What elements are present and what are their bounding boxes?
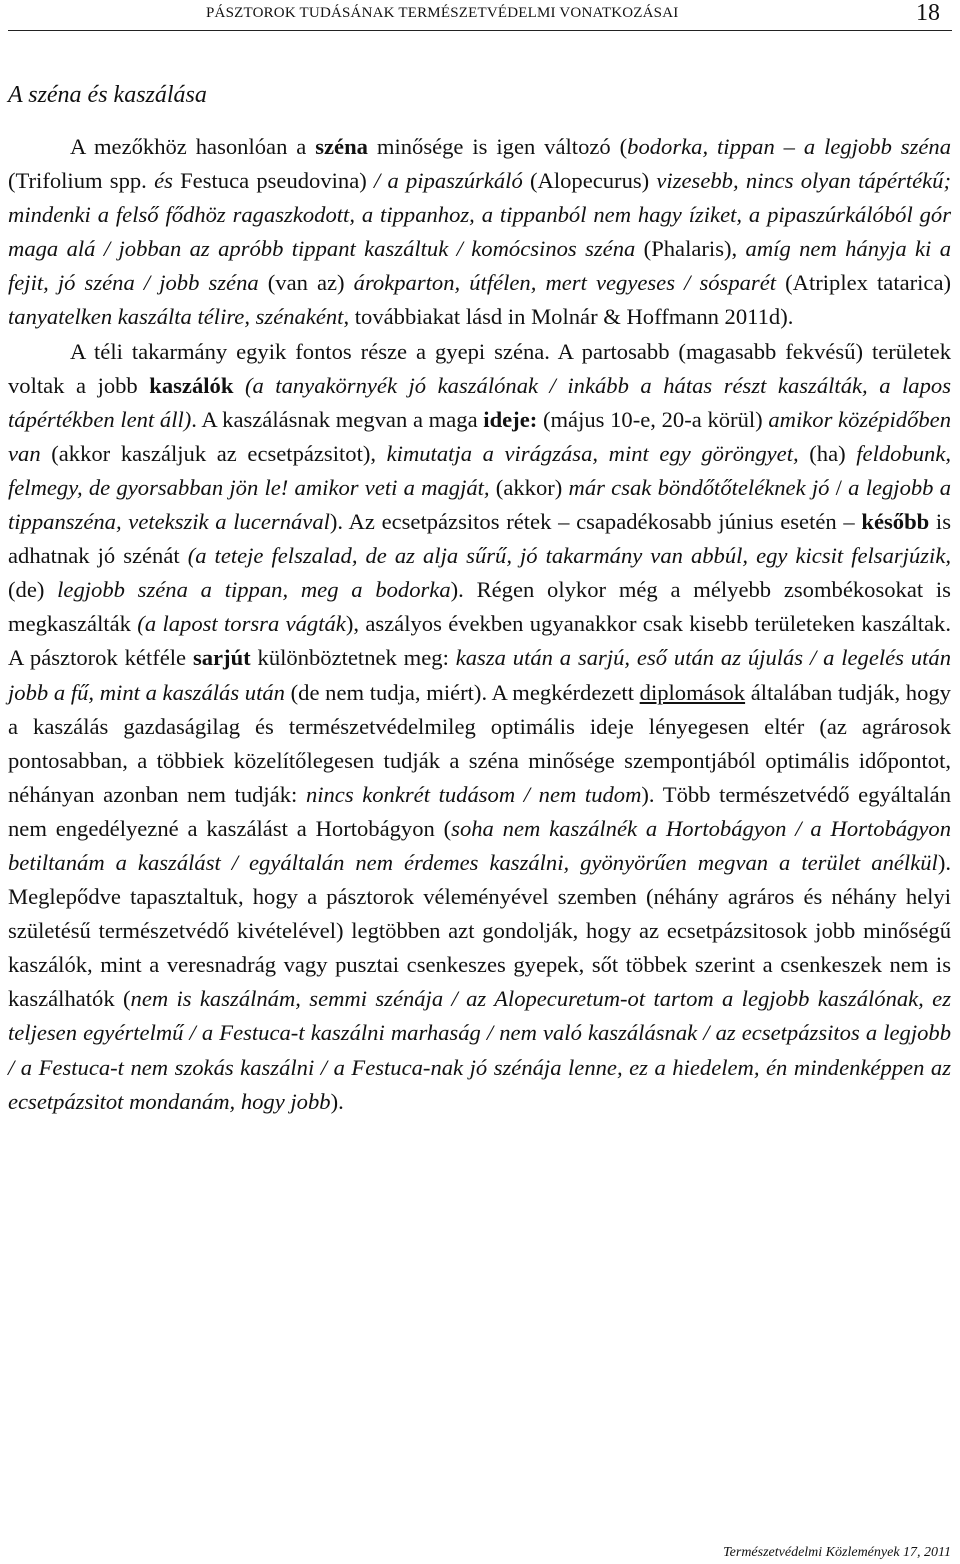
- text-run: és: [154, 168, 173, 194]
- text-run: amíg nem hányja ki a fejit, jó széna / jobb széna: [8, 236, 951, 296]
- text-run: / a pipaszúrkáló: [374, 168, 523, 194]
- text-run: A téli takarmány egyik fontos része a gyepi széna. A partosabb (magasabb fekvésű) területek voltak a jobb: [8, 338, 951, 398]
- running-title: PÁSZTOROK TUDÁSÁNAK TERMÉSZETVÉDELMI VONATKOZÁSAI: [206, 5, 679, 21]
- text-run: nincs konkrét tudásom / nem tudom: [305, 781, 642, 807]
- text-run: sarjút: [192, 645, 251, 671]
- text-run: (akkor): [489, 474, 569, 500]
- text-run: ideje:: [483, 406, 538, 432]
- text-run: A mezőkhöz hasonlóan a: [70, 134, 316, 159]
- text-run: ). Meglepődve tapasztaltuk, hogy a pásztorok véleményével szemben (néhány agráros és néhány helyi születésű természetvédő kivételével) legtöbben azt gondolják, hogy az ecsetpázsitosok jobb minőségű kaszálók, mint a veresnadrág vagy pusztai csenkeszes gyepek, sőt többek szerint a csenkeszek nem is kaszálhatók (: [8, 849, 951, 1012]
- text-run: legjobb széna a tippan, meg a bodorka: [57, 577, 451, 603]
- text-run: amikor veti a magját,: [294, 474, 490, 500]
- text-run: ). Több természetvédő egyáltalán nem engedélyezné a kaszálást a Hortobágyon (: [8, 781, 951, 841]
- text-run: (de nem tudja, miért). A megkérdezett: [284, 679, 640, 705]
- text-run: ), aszályos években ugyanakkor csak kisebb területeken kaszáltak. A pásztorok kétféle: [8, 611, 951, 671]
- text-run: (ha): [798, 440, 857, 466]
- text-run: (Atriplex tatarica): [776, 270, 952, 296]
- footer-journal: Természetvédelmi Közlemények 17, 2011: [723, 1545, 951, 1560]
- text-run: minősége is igen változó (: [367, 134, 628, 159]
- text-run: kaszálók: [149, 372, 234, 398]
- text-run: különböztetnek meg:: [250, 645, 456, 671]
- text-run: amikor középidőben van: [8, 406, 951, 466]
- text-run: árokparton, útfélen, mert vegyeses / sósparét: [353, 270, 777, 296]
- text-run: tanyatelken kaszálta télire, szénaként: [8, 304, 344, 330]
- text-run: bodorka, tippan – a legjobb széna: [627, 134, 952, 159]
- text-run: (van az): [258, 270, 354, 296]
- paragraph-2: [8, 335, 951, 1119]
- paragraph-1: [8, 130, 951, 335]
- page-number: 18: [916, 0, 940, 26]
- text-run: ). Az ecsetpázsitos rétek – csapadékosabb június esetén –: [329, 509, 862, 535]
- section-title: A széna és kaszálása: [8, 82, 207, 108]
- text-run: /: [829, 474, 849, 500]
- text-run: is adhatnak jó szénát: [8, 509, 951, 569]
- text-run: soha nem kaszálnék a Hortobágyon / a Hortobágyon betiltanám a kaszálást / egyáltalán nem érdemes kaszálni, gyönyörűen megvan a terület anélkül: [8, 815, 952, 875]
- text-run: kimutatja a virágzása, mint egy göröngyet,: [386, 440, 799, 466]
- text-run: széna: [315, 134, 368, 159]
- running-header: [8, 0, 952, 31]
- text-run: (a lapost torsra vágták: [137, 611, 346, 637]
- text-run: (Trifolium spp.: [8, 168, 155, 194]
- text-run: vizesebb, nincs olyan tápértékű; mindenki a felső fődhöz ragaszkodott, a tippanhoz, a tippanból nem hagy íziket, a pipaszúrkálóból gór maga alá / jobban az apróbb tippant kaszáltuk / komócsinos széna: [8, 168, 951, 262]
- text-run: (akkor kaszáljuk az ecsetpázsitot),: [40, 440, 387, 466]
- text-run: ). Régen olykor még a mélyebb zsombékosokat is megkaszálták: [8, 577, 951, 637]
- text-run: kasza után a sarjú, eső után az újulás / a legelés után jobb a fű, mint a kaszálás után: [8, 645, 951, 705]
- text-run: (de): [8, 577, 58, 603]
- text-run: a legjobb a tippanszéna, vetekszik a lucernával: [8, 474, 952, 535]
- text-run: általában tudják, hogy a kaszálás gazdaságilag és természetvédelmileg optimális ideje lényegesen eltér (az agrárosok pontosabban, a többiek közelítőlegesen tudják a széna minősége szempontjából optimális időpontot, néhányan azonban nem tudják:: [8, 679, 951, 807]
- text-run: már csak böndőtőteléknek jó: [568, 474, 830, 500]
- text-run: feldobunk, felmegy, de gyorsabban jön le!: [8, 440, 952, 500]
- text-run: nem is kaszálnám, semmi szénája / az Alopecuretum-ot tartom a legjobb kaszálónak, ez teljesen egyértelmű / a Festuca-t kaszálni marhaság / nem való kaszálásnak / az ecsetpázsitos a legjobb / a Festuca-t nem szokás kaszálni / a Festuca-nak jó szénája lenne, ez a hiedelem, én mindenképpen az ecsetpázsitot mondanám, hogy jobb: [8, 986, 951, 1114]
- text-run: (a teteje felszalad, de az alja sűrű, jó takarmány van abbúl, egy kicsit felsarjúzik,: [187, 543, 951, 569]
- body-text: [8, 130, 951, 1119]
- text-run: [233, 373, 245, 398]
- text-run: ).: [330, 1088, 344, 1114]
- text-run: , továbbiakat lásd in Molnár & Hoffmann 2011d).: [343, 304, 794, 330]
- text-run: (a tanyakörnyék jó kaszálónak / inkább a hátas részt kaszálták, a lapos tápértékben lent áll): [8, 372, 951, 432]
- text-run: diplomások: [639, 679, 746, 705]
- text-run: (Alopecurus): [522, 168, 657, 194]
- text-run: . A kaszálásnak megvan a maga: [191, 406, 484, 432]
- text-run: (május 10-e, 20-a körül): [537, 406, 769, 432]
- text-run: később: [861, 509, 930, 535]
- text-run: (Phalaris),: [635, 236, 746, 262]
- text-run: Festuca pseudovina): [172, 168, 374, 194]
